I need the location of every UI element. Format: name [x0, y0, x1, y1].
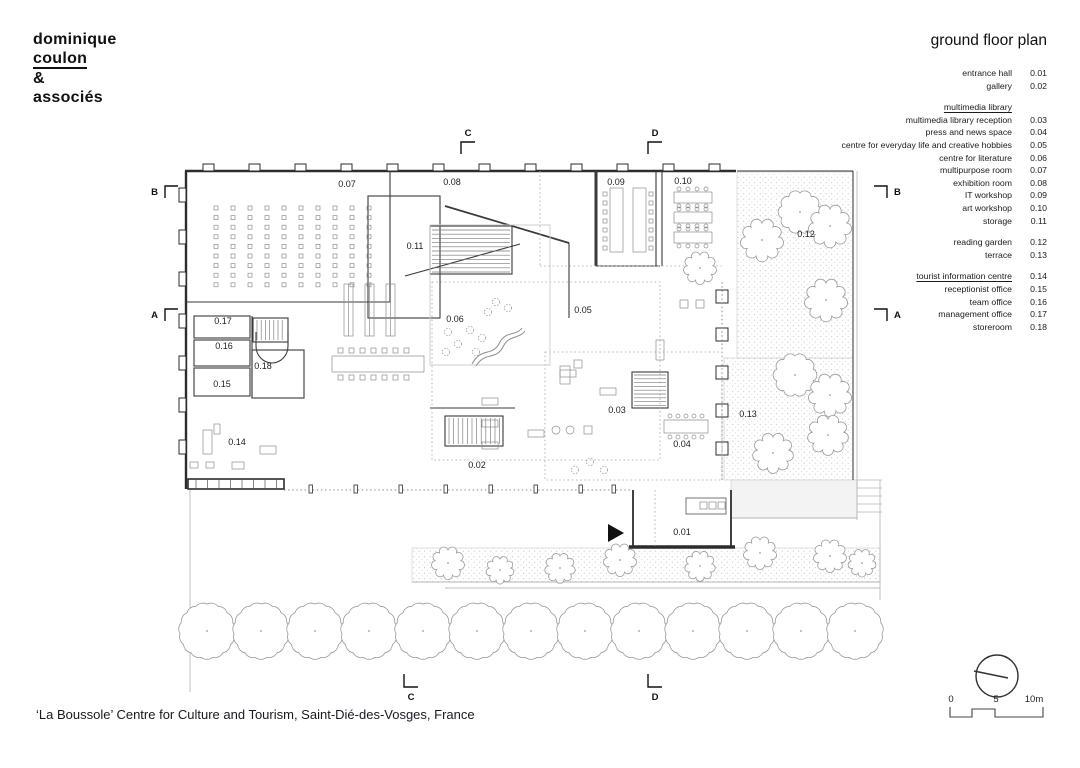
- legend-label: receptionist office: [944, 283, 1012, 294]
- scale-tick-label: 5: [993, 694, 999, 705]
- legend-label: art workshop: [962, 202, 1012, 213]
- room-label-0.05: 0.05: [574, 305, 592, 315]
- room-label-0.13: 0.13: [739, 409, 757, 419]
- project-caption: ‘La Boussole’ Centre for Culture and Tourism, Saint-Dié-des-Vosges, France: [36, 707, 475, 722]
- logo-line-4: associés: [33, 89, 104, 106]
- legend-label: multimedia library reception: [905, 114, 1012, 125]
- entrance-arrow-icon: [608, 524, 624, 542]
- room-label-0.01: 0.01: [673, 527, 691, 537]
- room-label-0.14: 0.14: [228, 437, 246, 447]
- legend-number: 0.02: [1030, 80, 1047, 91]
- legend-number: 0.04: [1030, 127, 1047, 138]
- legend-number: 0.07: [1030, 165, 1047, 176]
- stair-hatching: [257, 230, 666, 444]
- legend-label: storage: [983, 215, 1012, 226]
- section-marker-bottom-D: D: [651, 692, 659, 703]
- legend-label: management office: [938, 309, 1012, 320]
- room-label-0.09: 0.09: [607, 177, 625, 187]
- legend-number: 0.09: [1030, 190, 1047, 201]
- scale-tick-label: 0: [948, 694, 954, 705]
- legend-number: 0.05: [1030, 139, 1047, 150]
- section-marker-right-A: A: [894, 310, 901, 321]
- scale-bar: [948, 694, 1043, 717]
- legend-number: 0.15: [1030, 283, 1047, 294]
- scale-tick-label: 10m: [1024, 694, 1044, 705]
- room-label-0.06: 0.06: [446, 314, 464, 324]
- legend-number: 0.06: [1030, 152, 1047, 163]
- legend-label: storeroom: [972, 321, 1012, 332]
- room-label-0.08: 0.08: [443, 177, 461, 187]
- section-marker-left-A: A: [151, 310, 158, 321]
- sheet-title: ground floor plan: [930, 32, 1047, 49]
- legend-number: 0.10: [1030, 202, 1047, 213]
- legend-label: multimedia library: [943, 102, 1012, 113]
- logo-line-3: &: [33, 70, 45, 87]
- legend-label: tourist information centre: [916, 271, 1012, 282]
- legend-number: 0.12: [1030, 237, 1047, 248]
- room-label-0.07: 0.07: [338, 179, 356, 189]
- legend-label: entrance hall: [962, 68, 1012, 78]
- legend-number: 0.17: [1030, 309, 1047, 320]
- legend-label: centre for literature: [939, 152, 1012, 163]
- room-label-0.15: 0.15: [213, 379, 231, 389]
- legend-label: centre for everyday life and creative hobbies: [841, 139, 1012, 150]
- room-label-0.04: 0.04: [673, 439, 691, 449]
- legend-label: IT workshop: [964, 190, 1012, 201]
- logo-line-1: dominique: [33, 31, 117, 48]
- section-marker-left-B: B: [151, 187, 158, 198]
- room-label-0.02: 0.02: [468, 460, 486, 470]
- legend-number: 0.13: [1030, 249, 1047, 260]
- legend-label: terrace: [984, 249, 1012, 260]
- legend-number: 0.01: [1030, 68, 1047, 78]
- legend-label: press and news space: [925, 127, 1012, 138]
- room-label-0.16: 0.16: [215, 341, 233, 351]
- room-label-0.18: 0.18: [254, 361, 272, 371]
- section-marker-bottom-C: C: [407, 692, 415, 703]
- interior-walls: [186, 171, 726, 514]
- room-label-0.10: 0.10: [674, 176, 692, 186]
- overhang-outline: [430, 225, 550, 365]
- section-marker-right-B: B: [894, 187, 901, 198]
- legend-label: exhibition room: [953, 177, 1012, 188]
- legend-number: 0.03: [1030, 114, 1047, 125]
- legend-label: multipurpose room: [940, 165, 1012, 176]
- legend-number: 0.18: [1030, 321, 1047, 332]
- legend-label: gallery: [986, 80, 1012, 91]
- legend-number: 0.16: [1030, 296, 1047, 307]
- legend-number: 0.08: [1030, 177, 1047, 188]
- legend-label: reading garden: [953, 237, 1012, 248]
- room-label-0.12: 0.12: [797, 229, 815, 239]
- logo-line-2: coulon: [33, 50, 88, 67]
- section-marker-top-C: C: [464, 128, 472, 139]
- room-label-0.11: 0.11: [406, 241, 424, 251]
- room-label-0.03: 0.03: [608, 405, 626, 415]
- legend-number: 0.14: [1030, 271, 1047, 282]
- north-arrow-icon: [974, 655, 1018, 697]
- legend-number: 0.11: [1030, 215, 1047, 226]
- section-marker-top-D: D: [651, 128, 659, 139]
- room-label-0.17: 0.17: [214, 316, 232, 326]
- legend-label: team office: [969, 296, 1012, 307]
